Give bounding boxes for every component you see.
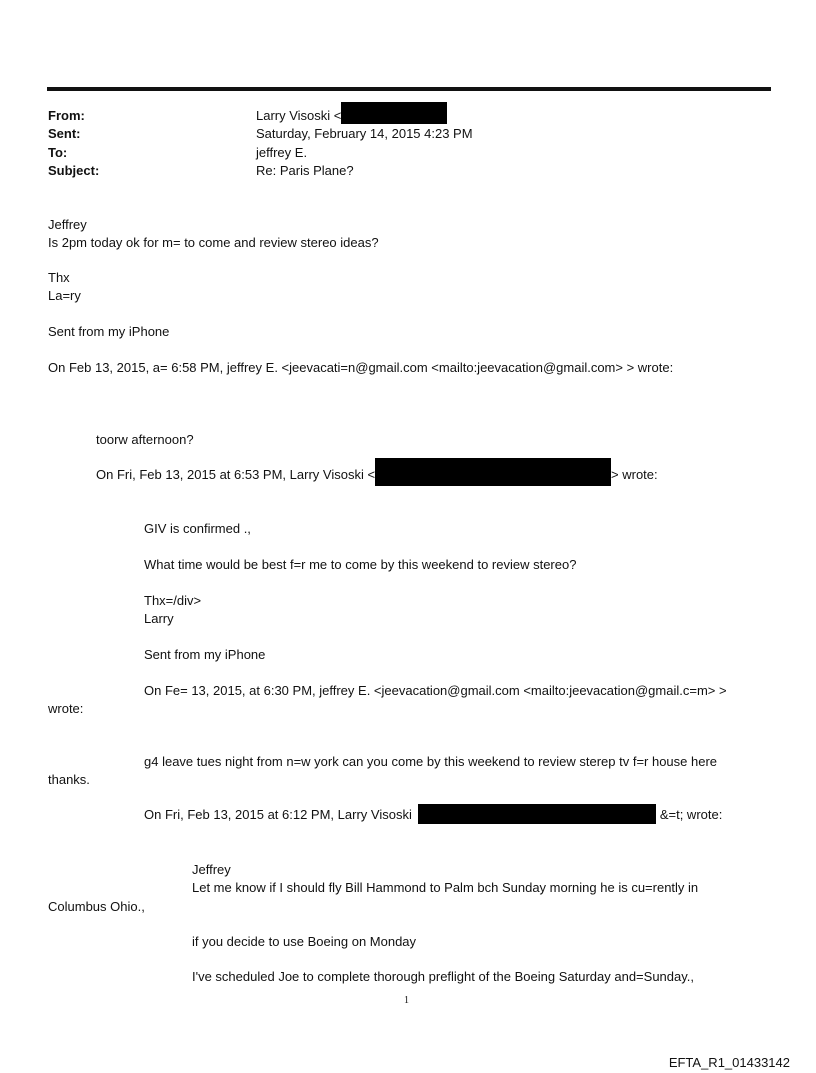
quote-text: > wrote: xyxy=(611,467,658,482)
from-value xyxy=(256,107,447,125)
quote-text: On Fri, Feb 13, 2015 at 6:12 PM, Larry Visoski xyxy=(144,807,412,822)
body-line: Jeffrey xyxy=(48,217,87,232)
quote-line: Thx=/div> xyxy=(144,593,202,608)
quote-line: Columbus Ohio., xyxy=(48,899,145,914)
to-value: jeffrey E. xyxy=(256,145,308,160)
body-line: Is 2pm today ok for m= to come and review stereo ideas? xyxy=(48,235,379,250)
quote-line: Sent from my iPhone xyxy=(144,647,266,662)
quote-line: On Fe= 13, 2015, at 6:30 PM, jeffrey E. <jeevacation@gmail.com <mailto:jeevacation@gmail.c=m> > xyxy=(144,683,727,698)
body-line: On Feb 13, 2015, a= 6:58 PM, jeffrey E. <jeevacati=n@gmail.com <mailto:jeevacation@gmail.com> > wrote: xyxy=(48,360,674,375)
quote-line: g4 leave tues night from n=w york can you come by this weekend to review sterep tv f=r house here xyxy=(144,754,718,769)
to-label: To: xyxy=(48,145,68,160)
redaction-box xyxy=(341,102,447,124)
quote-line: wrote: xyxy=(48,701,84,716)
subject-value: Re: Paris Plane? xyxy=(256,163,354,178)
from-label: From: xyxy=(48,108,85,123)
quote-line: if you decide to use Boeing on Monday xyxy=(192,934,417,949)
from-name: Larry Visoski < xyxy=(256,108,342,123)
quote-text: &=t; wrote: xyxy=(659,807,723,822)
sent-label: Sent: xyxy=(48,126,81,141)
quote-line: toorw afternoon? xyxy=(96,432,194,447)
redaction-box xyxy=(375,458,611,486)
quote-line: I've scheduled Joe to complete thorough preflight of the Boeing Saturday and=Sunday., xyxy=(192,969,694,984)
quote-line: GIV is confirmed ., xyxy=(144,521,251,536)
quote-line xyxy=(144,806,722,824)
sent-value: Saturday, February 14, 2015 4:23 PM xyxy=(256,126,473,141)
quote-line: Jeffrey xyxy=(192,862,231,877)
quote-text: On Fri, Feb 13, 2015 at 6:53 PM, Larry Visoski < xyxy=(96,467,376,482)
quote-line: Let me know if I should fly Bill Hammond to Palm bch Sunday morning he is cu=rently in xyxy=(192,880,699,895)
redaction-box xyxy=(418,804,656,824)
body-line: Sent from my iPhone xyxy=(48,324,170,339)
quote-line: What time would be best f=r me to come by this weekend to review stereo? xyxy=(144,557,577,572)
quote-line: thanks. xyxy=(48,772,90,787)
quote-line xyxy=(96,466,658,486)
header-divider xyxy=(47,87,771,91)
quote-line: Larry xyxy=(144,611,174,626)
body-line: La=ry xyxy=(48,288,81,303)
subject-label: Subject: xyxy=(48,163,100,178)
body-line: Thx xyxy=(48,270,70,285)
page-number: 1 xyxy=(404,995,409,1006)
bates-number: EFTA_R1_01433142 xyxy=(668,1055,790,1070)
